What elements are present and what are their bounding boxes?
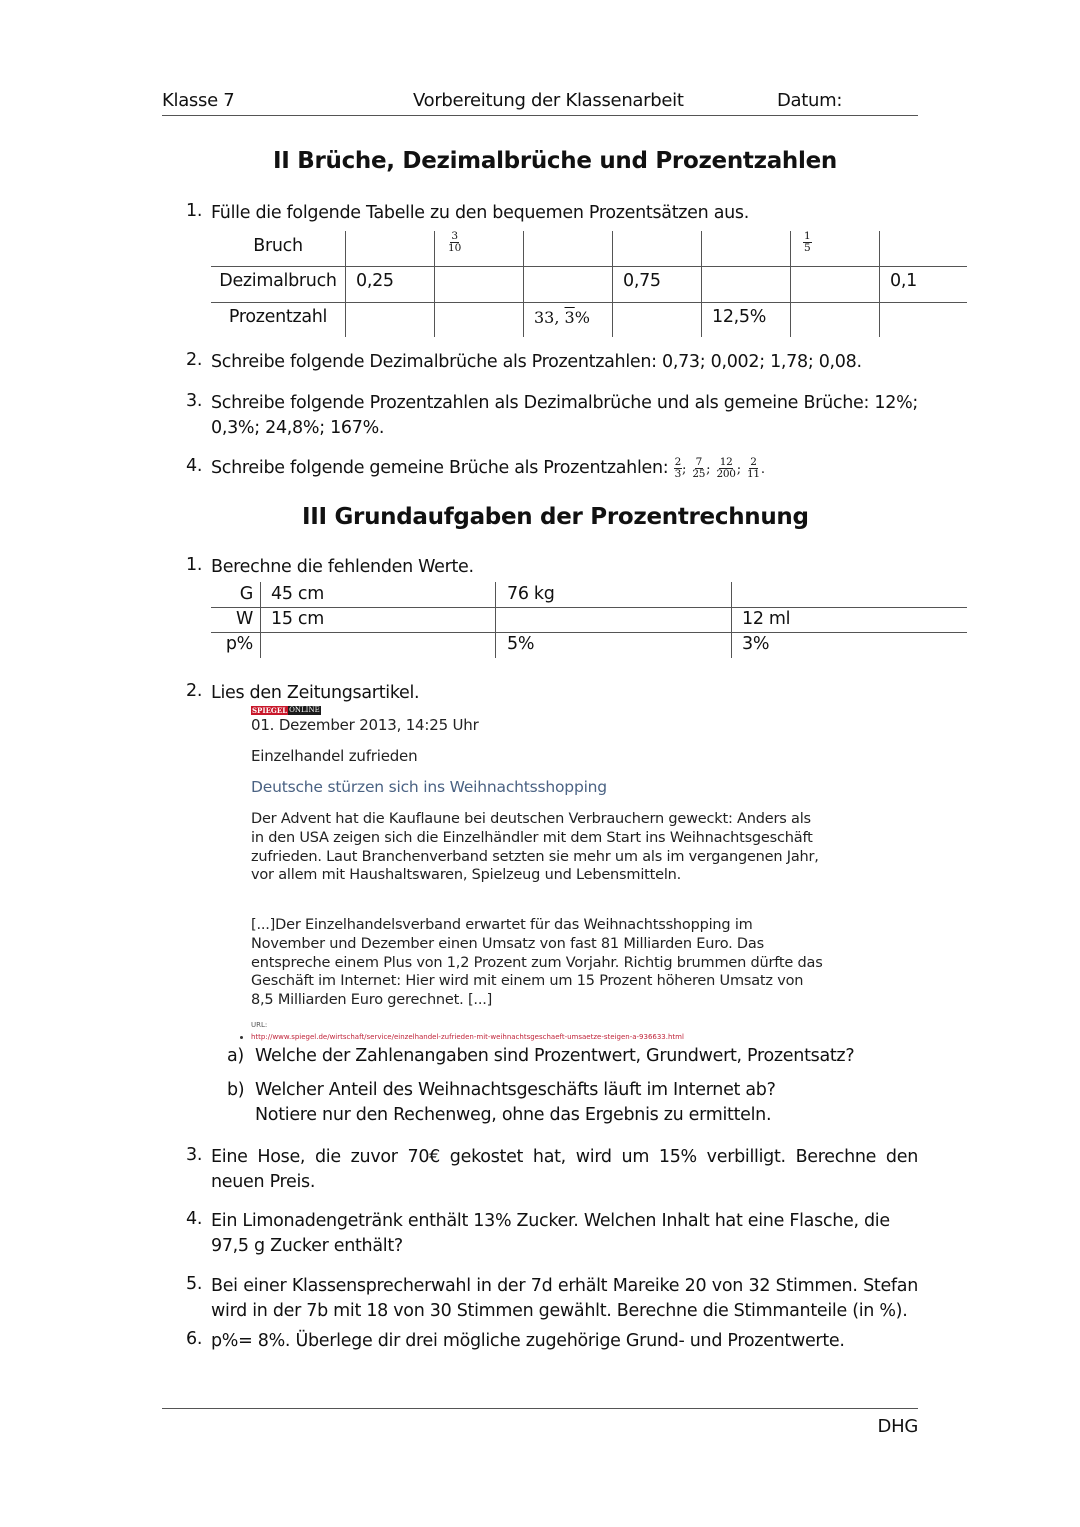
task-text: Eine Hose, die zuvor 70€ gekostet hat, wird um 15% verbilligt. Berechne den neuen Preis. — [211, 1147, 918, 1192]
task-number: 3. — [186, 391, 203, 411]
section-2-title: II Brüche, Dezimalbrüche und Prozentzahlen — [273, 148, 837, 174]
table-cell[interactable] — [803, 231, 812, 266]
table-divider — [731, 582, 732, 658]
task-number: 2. — [186, 681, 203, 701]
task-number: 5. — [186, 1274, 203, 1294]
subtask-label: b) — [227, 1080, 245, 1100]
bullet-icon — [240, 1036, 243, 1039]
table-cell[interactable]: 15 cm — [271, 609, 324, 629]
table-row — [211, 302, 967, 337]
task-text: Lies den Zeitungsartikel. — [211, 683, 420, 703]
table-cell[interactable]: 45 cm — [271, 584, 324, 604]
fraction: $\frac{3}{10}$ — [448, 230, 462, 254]
row-label: W — [235, 609, 253, 629]
subtask-label: a) — [227, 1046, 244, 1066]
article-url-link[interactable]: http://www.spiegel.de/wirtschaft/service/einzelhandel-zufrieden-mit-weihnachtsgeschaeft-umsaetze-steigen-a-936633.html — [251, 1033, 684, 1041]
task-text: Schreibe folgende Prozentzahlen als Dezimalbrüche und als gemeine Brüche: 12%; 0,3%; 24,8%; 167%. — [211, 393, 918, 438]
task-text: Schreibe folgende gemeine Brüche als Prozentzahlen: — [211, 458, 669, 478]
fraction: $\frac{2}{11}$ — [747, 455, 760, 480]
task-number: 6. — [186, 1329, 203, 1349]
row-label: G — [239, 584, 253, 604]
table-cell[interactable]: 0,75 — [623, 271, 661, 291]
article-kicker: Einzelhandel zufrieden — [251, 747, 418, 765]
task-text: Berechne die fehlenden Werte. — [211, 557, 474, 577]
task-number: 4. — [186, 1209, 203, 1229]
row-label: Prozentzahl — [228, 307, 328, 327]
header-title: Vorbereitung der Klassenarbeit — [413, 90, 684, 111]
table-cell[interactable]: 12,5% — [712, 307, 767, 327]
task-text: Ein Limonadengetränk enthält 13% Zucker. Welchen Inhalt hat eine Flasche, die 97,5 g Zucker enthält? — [211, 1211, 890, 1256]
header-class: Klasse 7 — [162, 90, 235, 111]
task-number: 1. — [186, 201, 203, 221]
table-cell[interactable]: 0,1 — [890, 271, 917, 291]
fraction: $\frac{7}{25}$ — [692, 455, 706, 480]
header-rule — [162, 115, 918, 116]
task-text: p%= 8%. Überlege dir drei mögliche zugehörige Grund- und Prozentwerte. — [211, 1331, 845, 1351]
table-cell[interactable]: 12 ml — [742, 609, 791, 629]
fraction: $\frac{2}{3}$ — [674, 455, 682, 480]
header-date-label: Datum: — [777, 90, 843, 111]
task-text: Bei einer Klassensprecherwahl in der 7d erhält Mareike 20 von 32 Stimmen. Stefan wird in der 7b mit 18 von 30 Stimmen gewählt. Berechne die Stimmanteile (in %). — [211, 1276, 918, 1321]
table-row — [211, 266, 967, 301]
task-number: 2. — [186, 350, 203, 370]
table-cell[interactable]: 0,25 — [356, 271, 394, 291]
task-text: Schreibe folgende Dezimalbrüche als Prozentzahlen: 0,73; 0,002; 1,78; 0,08. — [211, 352, 862, 372]
table-cell[interactable] — [447, 231, 462, 266]
article-date: 01. Dezember 2013, 14:25 Uhr — [251, 716, 479, 734]
table-cell[interactable]: 5% — [507, 634, 535, 654]
table-row — [211, 231, 967, 266]
footer-rule — [162, 1408, 918, 1409]
task-number: 4. — [186, 456, 203, 476]
task-number: 3. — [186, 1145, 203, 1165]
article-headline: Deutsche stürzen sich ins Weihnachtsshopping — [251, 778, 607, 796]
task-4: Schreibe folgende gemeine Brüche als Prozentzahlen: $\frac{2}{3}$ ; $\frac{7}{25}$ ; $\frac{12}{200}$ ; $\frac{2}{11}$ . — [211, 455, 765, 480]
row-label: p% — [225, 634, 253, 654]
article-paragraph: [...]Der Einzelhandelsverband erwartet für das Weihnachtsshopping im November und Dezember einen Umsatz von fast 81 Milliarden Euro. Das entspreche einem Plus von 1,2 Prozent zum Vorjahr. Richtig brummen dürfte das Geschäft im Internet: Hier wird mit einem um 15 Prozent höheren Umsatz von 8,5 Milliarden Euro gerechnet. [...] — [251, 917, 823, 1009]
fraction: $\frac{12}{200}$ — [716, 455, 736, 480]
table-cell[interactable]: 76 kg — [507, 584, 555, 604]
subtask-text: Welche der Zahlenangaben sind Prozentwert, Grundwert, Prozentsatz? — [255, 1046, 855, 1066]
table-divider — [260, 582, 261, 658]
task-text: Fülle die folgende Tabelle zu den bequemen Prozentsätzen aus. — [211, 203, 749, 223]
row-label: Dezimalbruch — [219, 271, 337, 291]
row-label: Bruch — [253, 236, 303, 256]
task-number: 1. — [186, 555, 203, 575]
fraction: $\frac{1}{5}$ — [804, 230, 811, 254]
section-3-title: III Grundaufgaben der Prozentrechnung — [302, 504, 809, 530]
table-divider — [211, 632, 967, 633]
url-label: URL: — [251, 1021, 268, 1029]
table-divider — [495, 582, 496, 658]
percent-table — [211, 582, 967, 658]
subtask-text: Welcher Anteil des Weihnachtsgeschäfts läuft im Internet ab? — [255, 1080, 776, 1100]
footer-school: DHG — [877, 1416, 918, 1437]
subtask-text: Notiere nur den Rechenweg, ohne das Ergebnis zu ermitteln. — [255, 1105, 772, 1125]
table-cell[interactable]: 33, 3% — [534, 308, 590, 327]
table-cell[interactable]: 3% — [742, 634, 770, 654]
spiegel-online-logo: SPIEGEL ONLINE — [252, 706, 320, 715]
table-divider — [211, 607, 967, 608]
article-paragraph: Der Advent hat die Kauflaune bei deutschen Verbrauchern geweckt: Anders als in den USA zeigen sich die Einzelhändler mit dem Start ins Weihnachtsgeschäft zufrieden. Laut Branchenverband setzten sie mehr um als im vergangenen Jahr, vor allem mit Haushaltswaren, Spielzeug und Lebensmitteln. — [251, 811, 819, 884]
